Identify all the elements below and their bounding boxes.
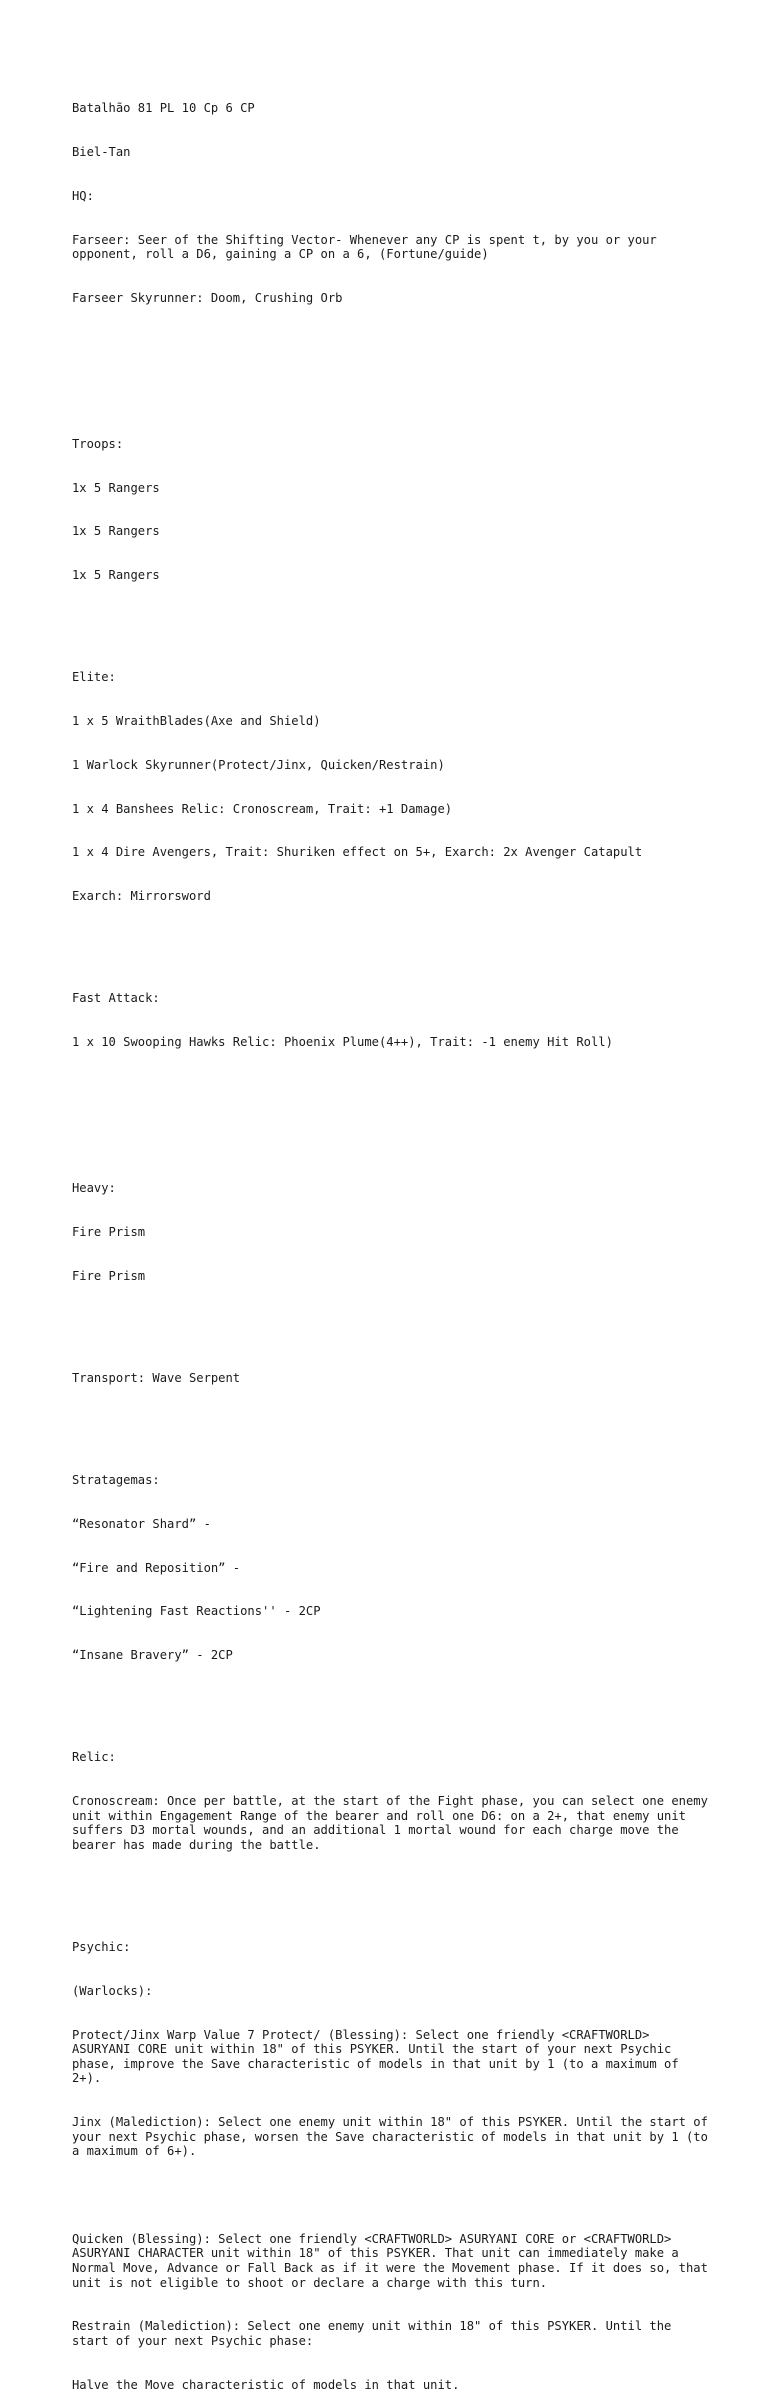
elite-heading: Elite: xyxy=(72,670,116,685)
psychic-restrain-effect: Halve the Move characteristic of models in that unit. xyxy=(72,2377,460,2392)
transport-line: Transport: Wave Serpent xyxy=(72,1370,241,1385)
psychic-heading: Psychic: xyxy=(72,1940,131,1954)
spacer xyxy=(72,1079,712,1094)
spacer xyxy=(72,378,712,393)
spacer xyxy=(72,1312,712,1327)
elite-entry: Exarch: Mirrorsword xyxy=(72,889,211,904)
hq-skyrunner-entry: Farseer Skyrunner: Doom, Crushing Orb xyxy=(72,290,343,305)
stratagem-entry: “Fire and Reposition” - xyxy=(72,1560,241,1575)
stratagem-entry: “Lightening Fast Reactions'' - 2CP xyxy=(72,1604,321,1619)
heavy-entry: Fire Prism xyxy=(72,1224,146,1239)
army-summary-line: Batalhão 81 PL 10 Cp 6 CP xyxy=(72,101,255,116)
stratagems-heading: Stratagemas: xyxy=(72,1473,160,1487)
psychic-jinx: Jinx (Malediction): Select one enemy unit within 18" of this PSYKER. Until the start of your next Psychic phase, worsen the Save characteristic of models in that unit by 1 (to a maximum of 6+). xyxy=(72,2115,716,2159)
spacer xyxy=(72,335,712,350)
relic-description: Cronoscream: Once per battle, at the start of the Fight phase, you can select one enemy unit within Engagement Range of the bearer and roll one D6: on a 2+, that enemy unit suffers D3 mortal wounds, and an additional 1 mortal wound for each charge move the bearer has made during the battle. xyxy=(72,1794,716,1852)
troops-entry: 1x 5 Rangers xyxy=(72,524,160,539)
hq-farseer-entry: Farseer: Seer of the Shifting Vector- Whenever any CP is spent t, by you or your opponent, roll a D6, gaining a CP on a 6, (Fortune/guide) xyxy=(72,232,665,262)
psychic-protect: Protect/Jinx Warp Value 7 Protect/ (Blessing): Select one friendly <CRAFTWORLD> ASURYANI CORE unit within 18" of this PSYKER. Until the start of your next Psychic phase, improve the Save characteristic of models in that unit by 1 (to a maximum of 2+). xyxy=(72,2027,686,2086)
psychic-quicken: Quicken (Blessing): Select one friendly <CRAFTWORLD> ASURYANI CORE or <CRAFTWORLD> ASURYANI CHARACTER unit within 18" of this PSYKER. That unit can immediately make a Normal Move, Advance or Fall Back as if it were the Movement phase. If it does so, that unit is not eligible to shoot or declare a charge with this turn. xyxy=(72,2231,716,2290)
spacer xyxy=(72,1123,712,1138)
psychic-subheading: (Warlocks): xyxy=(72,1983,153,1998)
psychic-restrain: Restrain (Malediction): Select one enemy unit within 18" of this PSYKER. Until the start of your next Psychic phase: xyxy=(72,2319,679,2349)
spacer xyxy=(72,1692,712,1707)
fast-attack-entry: 1 x 10 Swooping Hawks Relic: Phoenix Plume(4++), Trait: -1 enemy Hit Roll) xyxy=(72,1035,613,1050)
stratagem-entry: “Resonator Shard” - xyxy=(72,1516,211,1531)
elite-entry: 1 x 4 Dire Avengers, Trait: Shuriken effect on 5+, Exarch: 2x Avenger Catapult xyxy=(72,845,643,860)
heavy-entry: Fire Prism xyxy=(72,1268,146,1283)
spacer xyxy=(72,612,712,627)
hq-heading: HQ: xyxy=(72,188,94,203)
elite-entry: 1 x 4 Banshees Relic: Cronoscream, Trait: +1 Damage) xyxy=(72,801,453,816)
heavy-heading: Heavy: xyxy=(72,1181,116,1196)
fast-attack-heading: Fast Attack: xyxy=(72,991,160,1006)
spacer xyxy=(72,2188,712,2203)
troops-heading: Troops: xyxy=(72,436,124,451)
troops-entry: 1x 5 Rangers xyxy=(72,480,160,495)
spacer xyxy=(72,933,712,948)
elite-entry: 1 x 5 WraithBlades(Axe and Shield) xyxy=(72,714,321,729)
stratagem-entry: “Insane Bravery” - 2CP xyxy=(72,1648,233,1663)
elite-entry: 1 Warlock Skyrunner(Protect/Jinx, Quicken/Restrain) xyxy=(72,757,445,772)
faction-line: Biel-Tan xyxy=(72,144,131,159)
spacer xyxy=(72,1415,712,1430)
spacer xyxy=(72,1882,712,1897)
troops-entry: 1x 5 Rangers xyxy=(72,568,160,583)
document-page xyxy=(72,72,716,2407)
relic-heading: Relic: xyxy=(72,1750,116,1765)
